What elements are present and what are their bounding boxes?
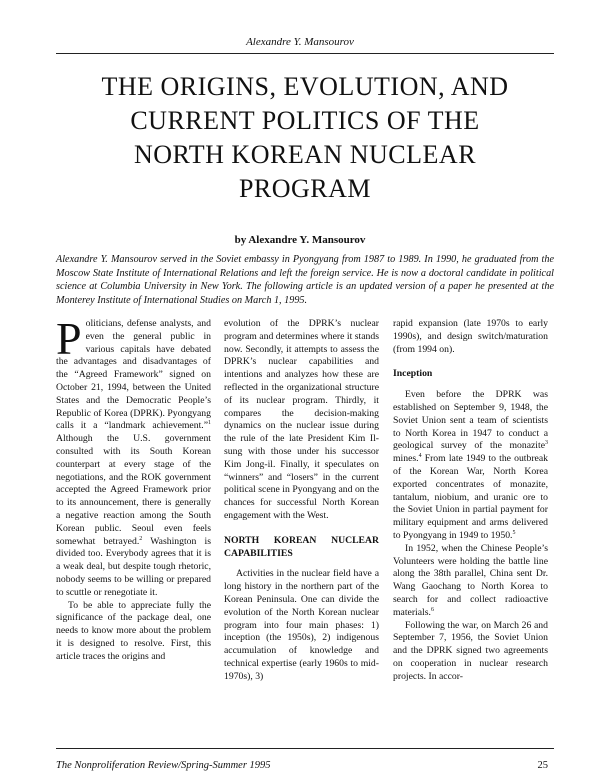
author-abstract: Alexandre Y. Mansourov served in the Soviet embassy in Pyongyang from 1987 to 1989. In 1990, he graduated from the Moscow State Institute of International Relations and left the foreign service. He is now a doctoral candidate in political science at Columbia University in New York. The following article is an updated version of a paper he presented at the Monterey Institute of International Studies on March 1, 1995. — [56, 254, 554, 306]
footnote-ref: 2 — [139, 535, 143, 542]
text-run: mines. — [393, 453, 419, 465]
text-run: oliticians, defense analysts, and even the general public in various capitals have debated the advantages and disadvantages of the “Agreed Framework” signed on October 21, 1994, between the United States and the Democratic People’s Republic of Korea (DPRK). Pyongyang calls it a “landmark achievement.” — [56, 318, 211, 432]
column-2 — [224, 318, 379, 684]
journal-footer: The Nonproliferation Review/Spring-Summer 1995 — [56, 760, 271, 771]
text-run: Washington is divided too. Everybody agrees that it is a weak deal, but despite tough rhetoric, nobody seems to be willing or prepared to scuttle or renegotiate it. — [56, 535, 211, 598]
paragraph: Following the war, on March 26 and September 7, 1956, the Soviet Union and the DPRK signed two agreements on cooperation in nuclear research projects. In accor- — [393, 619, 548, 682]
text-run: Although the U.S. government consulted with its South Korean counterpart at every stage of the negotiations, and the ROK government accepted the Agreed Framework prior to its announcement, there is generally a negative reaction among the South Korean public. Seoul even feels somewhat betrayed. — [56, 433, 211, 547]
page-number: 25 — [537, 760, 548, 771]
intro-paragraph — [56, 313, 211, 600]
footnote-ref: 5 — [512, 529, 516, 536]
paragraph — [393, 389, 548, 543]
paragraph: evolution of the DPRK’s nuclear program and determines where it stands now. Secondly, it attempts to assess the DPRK’s nuclear capabilities and intentions and analyzes how these are reflected in the organizational structure of its nuclear program. Thirdly, it compares the decision-making dynamics on the nuclear issue during the rule of the late President Kim Il-sung with those under his successor Kim Jong-il. Finally, it speculates on “winners” and “losers” in the current political scene in Pyongyang and on the chances for successful North Korean engagement with the West. — [224, 318, 379, 521]
text-run: In 1952, when the Chinese People’s Volunteers were holding the battle line along the 38th parallel, China sent Dr. Wang Gaochang to North Korea to search for and collect radioactive materials. — [393, 542, 548, 618]
title-line-2: CURRENT POLITICS OF THE — [130, 106, 480, 135]
title-line-1: THE ORIGINS, EVOLUTION, AND — [101, 72, 509, 101]
text-run: From late 1949 to the outbreak of the Korean War, North Korea exported concentrates of monazite, tantalum, niobium, and uranic ore to the Soviet Union in partial payment for military equipment and arms delivered to Pyongyang in 1949 to 1950. — [393, 453, 548, 541]
column-3 — [393, 318, 548, 684]
title-line-4: PROGRAM — [238, 174, 372, 203]
article-title — [56, 70, 554, 206]
column-1 — [56, 313, 211, 664]
title-line-3: NORTH KOREAN NUCLEAR — [133, 140, 477, 169]
running-head: Alexandre Y. Mansourov — [246, 36, 354, 48]
footnote-ref: 6 — [430, 606, 434, 613]
text-run: Even before the DPRK was established on September 9, 1948, the Soviet Union sent a team of scientists to North Korea in 1947 to conduct a geological survey of the monazite — [393, 389, 548, 452]
footnote-ref: 3 — [545, 440, 548, 447]
paragraph: To be able to appreciate fully the significance of the package deal, one needs to know more about the problem it is designed to resolve. First, this article traces the origins and — [56, 599, 211, 662]
footer-rule — [56, 748, 554, 749]
footnote-ref: 4 — [418, 452, 422, 459]
section-heading: Inception — [393, 368, 433, 380]
paragraph: rapid expansion (late 1970s to early 1990s), and design switch/maturation (from 1994 on). — [393, 318, 548, 355]
footnote-ref: 1 — [208, 420, 211, 427]
section-heading: NORTH KOREAN NUCLEAR CAPABILITIES — [224, 534, 379, 559]
paragraph — [393, 543, 548, 620]
paragraph: Activities in the nuclear field have a long history in the northern part of the Korean Peninsula. One can divide the evolution of the North Korean nuclear program into four main phases: 1) inception (the 1950s), 2) indigenous accumulation of knowledge and technical expertise (early 1960s to mid-1970s), 3) — [224, 568, 379, 682]
byline: by Alexandre Y. Mansourov — [234, 234, 366, 246]
drop-cap: P — [56, 313, 82, 364]
header-rule — [56, 53, 554, 54]
